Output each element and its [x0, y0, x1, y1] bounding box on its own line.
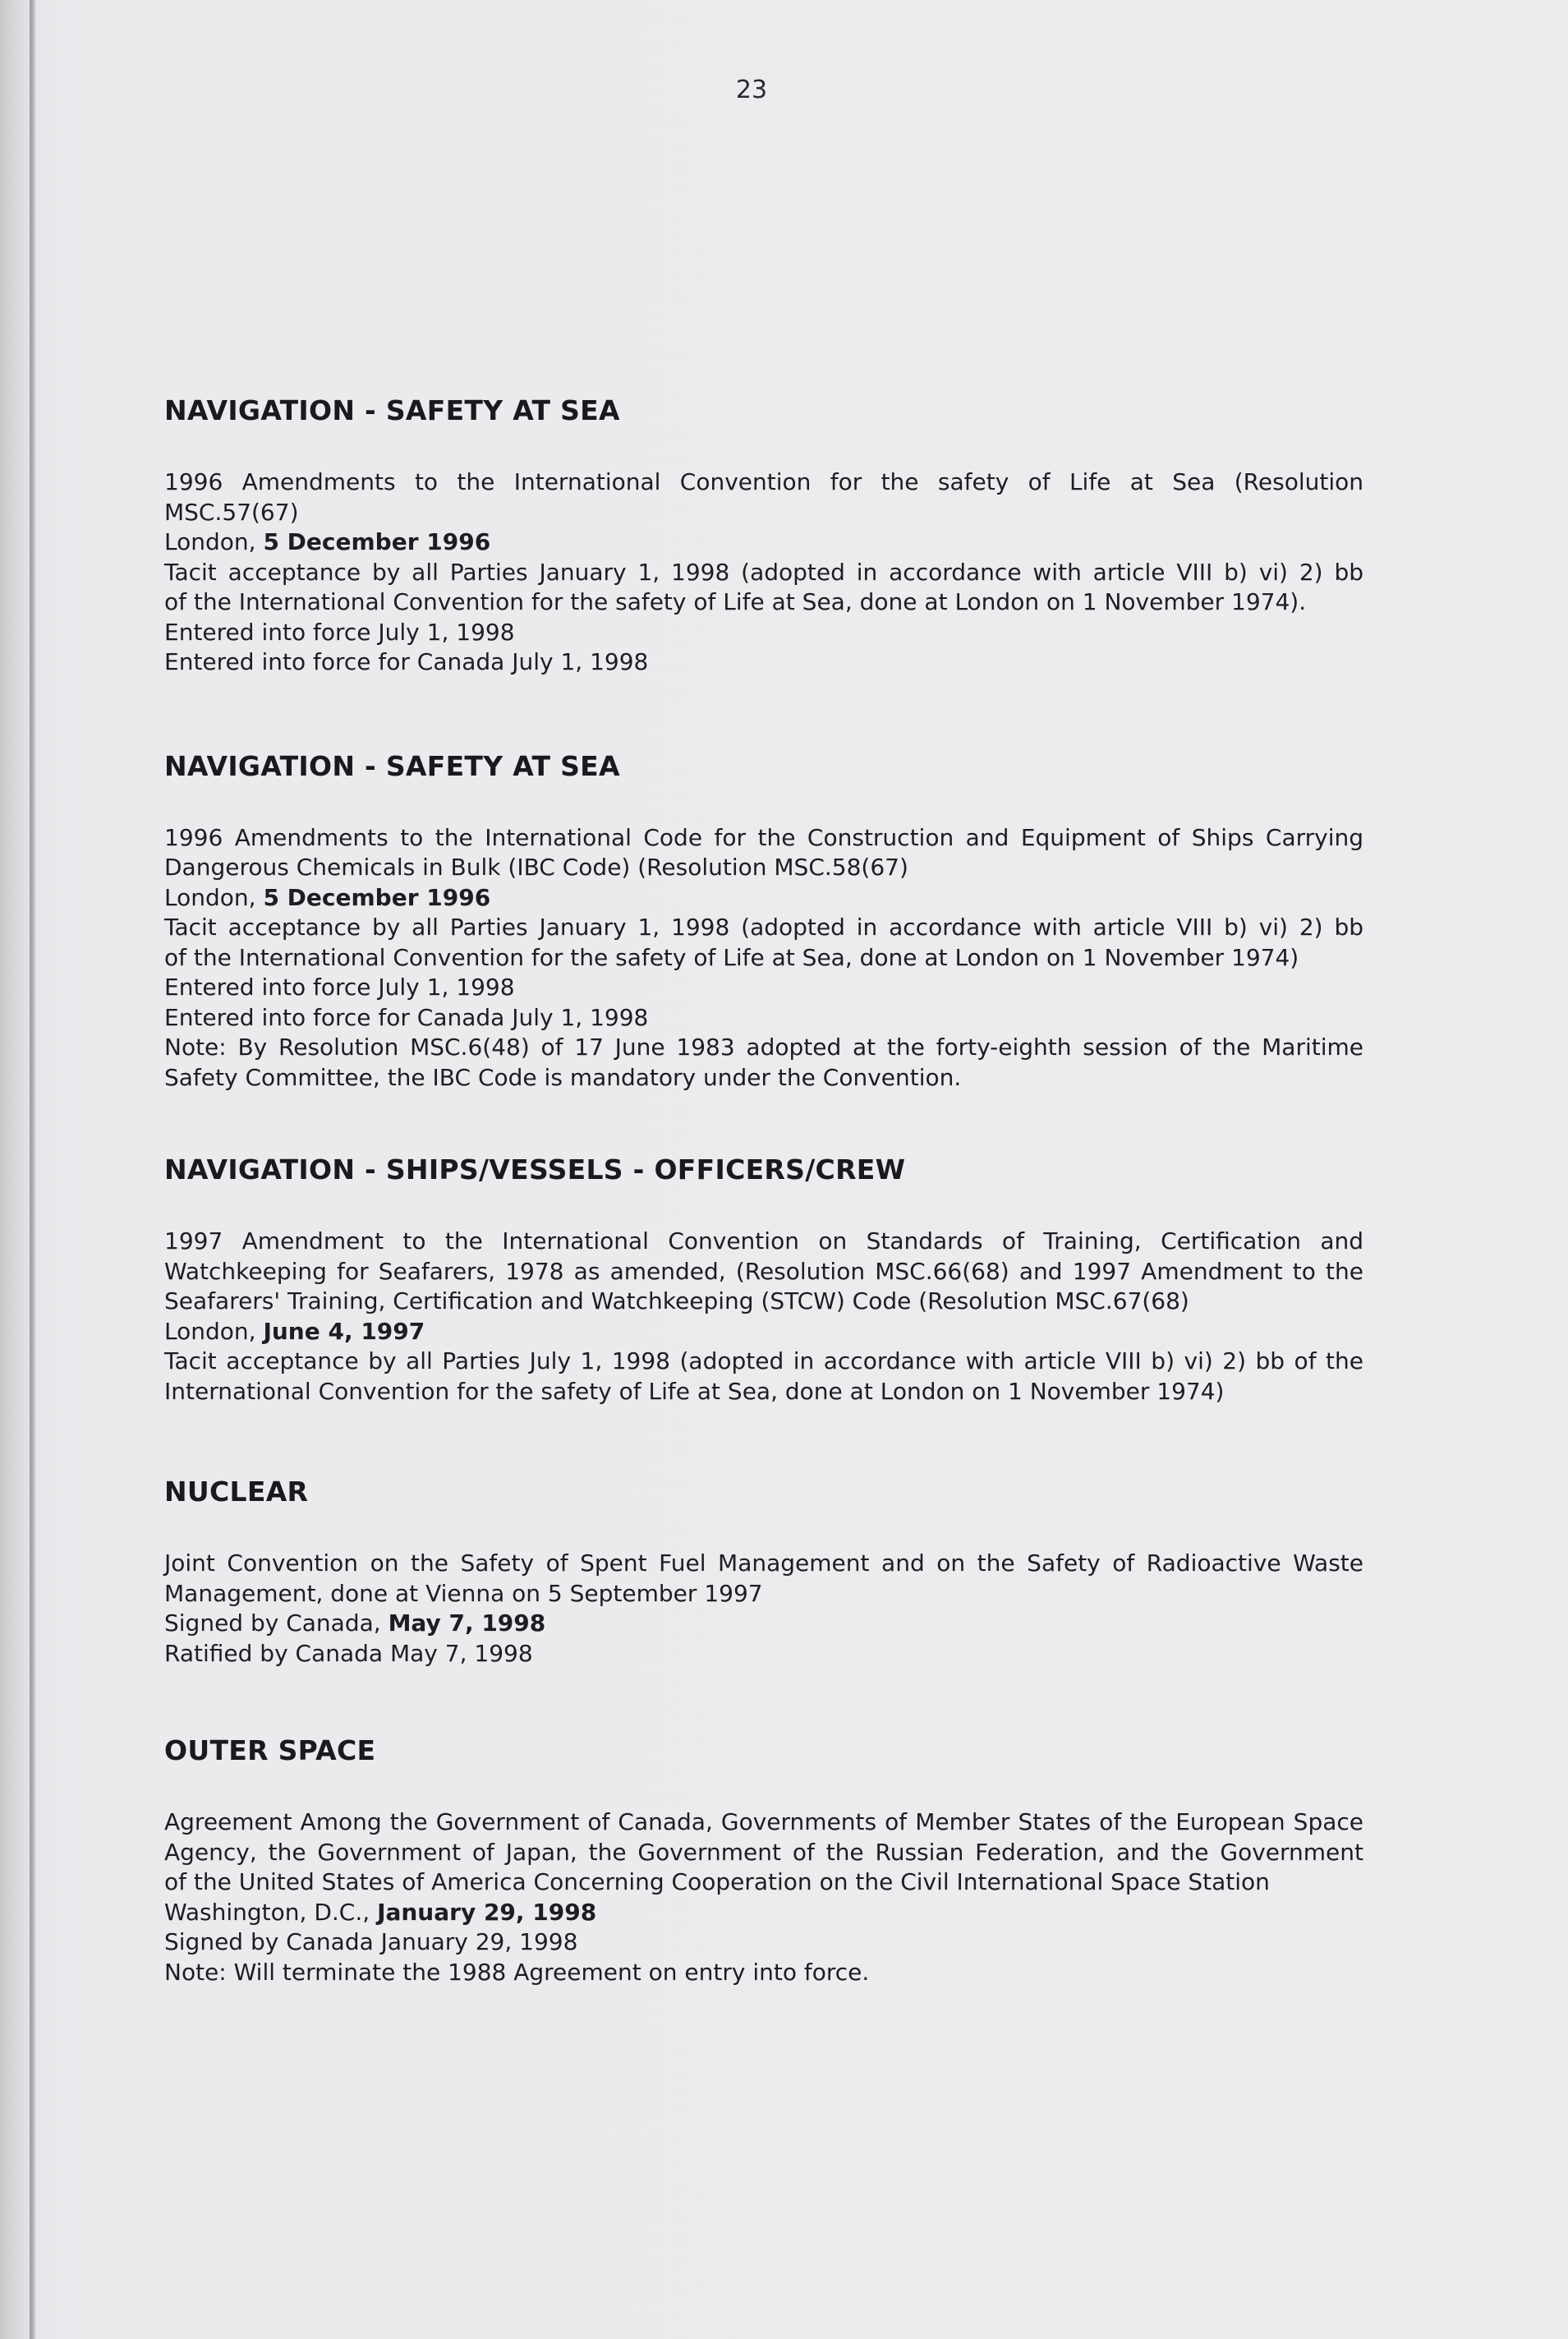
- treaty-section: [164, 394, 1363, 678]
- detail-line: Tacit acceptance by all Parties July 1, 1998 (adopted in accordance with article VIII b) vi) 2) bb of the: [164, 1347, 1363, 1374]
- detail-line: Note: Will terminate the 1988 Agreement on entry into force.: [164, 1958, 870, 1986]
- treaty-place-date: [164, 1898, 1363, 1928]
- place-date: 5 December 1996: [263, 528, 491, 555]
- place-prefix: London,: [164, 1317, 264, 1345]
- section-heading: OUTER SPACE: [164, 1734, 376, 1766]
- detail-line: Ratified by Canada May 7, 1998: [164, 1639, 533, 1667]
- treaty-title-line: 1997 Amendment to the International Convention on Standards of Training, Certification and: [164, 1227, 1363, 1255]
- treaty-title-line: 1996 Amendments to the International Convention for the safety of Life at Sea (Resolution: [164, 468, 1363, 495]
- treaty-title-line: of the United States of America Concerning Cooperation on the Civil International Space Station: [164, 1868, 1270, 1895]
- detail-line: of the International Convention for the safety of Life at Sea, done at London on 1 November 1974): [164, 943, 1299, 971]
- treaty-title-line: Management, done at Vienna on 5 September 1997: [164, 1579, 763, 1607]
- place-prefix: London,: [164, 528, 264, 555]
- page-number: 23: [735, 76, 768, 104]
- detail-line: International Convention for the safety of Life at Sea, done at London on 1 November 1974): [164, 1377, 1225, 1405]
- section-heading: NAVIGATION - SHIPS/VESSELS - OFFICERS/CREW: [164, 1153, 906, 1186]
- treaty-title-line: 1996 Amendments to the International Code for the Construction and Equipment of Ships Carrying: [164, 823, 1363, 851]
- treaty-section: [164, 750, 1363, 1094]
- detail-line: Entered into force for Canada July 1, 1998: [164, 1003, 649, 1031]
- place-date: January 29, 1998: [377, 1898, 597, 1926]
- treaty-section: [164, 1476, 1363, 1669]
- detail-line: of the International Convention for the safety of Life at Sea, done at London on 1 November 1974).: [164, 588, 1307, 615]
- treaty-section: [164, 1153, 1363, 1407]
- place-prefix: Washington, D.C.,: [164, 1898, 378, 1926]
- treaty-title-line: MSC.57(67): [164, 498, 299, 526]
- detail-line: Tacit acceptance by all Parties January 1, 1998 (adopted in accordance with article VIII b) vi) 2) bb: [164, 558, 1363, 586]
- treaty-place-date: [164, 1609, 1363, 1639]
- page-spine-shadow: [30, 0, 36, 2339]
- detail-line: Note: By Resolution MSC.6(48) of 17 June 1983 adopted at the forty-eighth session of the Maritime: [164, 1034, 1363, 1061]
- place-date: May 7, 1998: [388, 1609, 546, 1637]
- detail-line: Tacit acceptance by all Parties January 1, 1998 (adopted in accordance with article VIII b) vi) 2) bb: [164, 914, 1363, 941]
- treaty-title-line: Dangerous Chemicals in Bulk (IBC Code) (Resolution MSC.58(67): [164, 854, 908, 881]
- place-date: 5 December 1996: [263, 883, 491, 911]
- treaty-title-line: Seafarers' Training, Certification and Watchkeeping (STCW) Code (Resolution MSC.67(68): [164, 1287, 1189, 1315]
- detail-line: Entered into force for Canada July 1, 1998: [164, 648, 649, 675]
- section-heading: NAVIGATION - SAFETY AT SEA: [164, 749, 620, 782]
- treaty-section: [164, 1734, 1363, 1987]
- treaty-place-date: [164, 883, 1363, 914]
- section-heading: NUCLEAR: [164, 1476, 309, 1508]
- document-body: [164, 394, 1363, 1987]
- detail-line: Safety Committee, the IBC Code is mandatory under the Convention.: [164, 1063, 962, 1091]
- treaty-place-date: [164, 1317, 1363, 1347]
- treaty-place-date: [164, 527, 1363, 558]
- detail-line: Entered into force July 1, 1998: [164, 974, 515, 1001]
- place-prefix: Signed by Canada,: [164, 1609, 389, 1637]
- treaty-title-line: Agreement Among the Government of Canada, Governments of Member States of the European Space: [164, 1808, 1363, 1835]
- detail-line: Entered into force July 1, 1998: [164, 618, 515, 646]
- section-heading: NAVIGATION - SAFETY AT SEA: [164, 394, 620, 426]
- place-date: June 4, 1997: [263, 1317, 425, 1345]
- treaty-title-line: Watchkeeping for Seafarers, 1978 as amended, (Resolution MSC.66(68) and 1997 Amendment to the: [164, 1257, 1363, 1285]
- treaty-title-line: Agency, the Government of Japan, the Government of the Russian Federation, and the Government: [164, 1838, 1363, 1866]
- treaty-title-line: Joint Convention on the Safety of Spent Fuel Management and on the Safety of Radioactive Waste: [164, 1549, 1363, 1577]
- place-prefix: London,: [164, 883, 264, 911]
- detail-line: Signed by Canada January 29, 1998: [164, 1928, 578, 1955]
